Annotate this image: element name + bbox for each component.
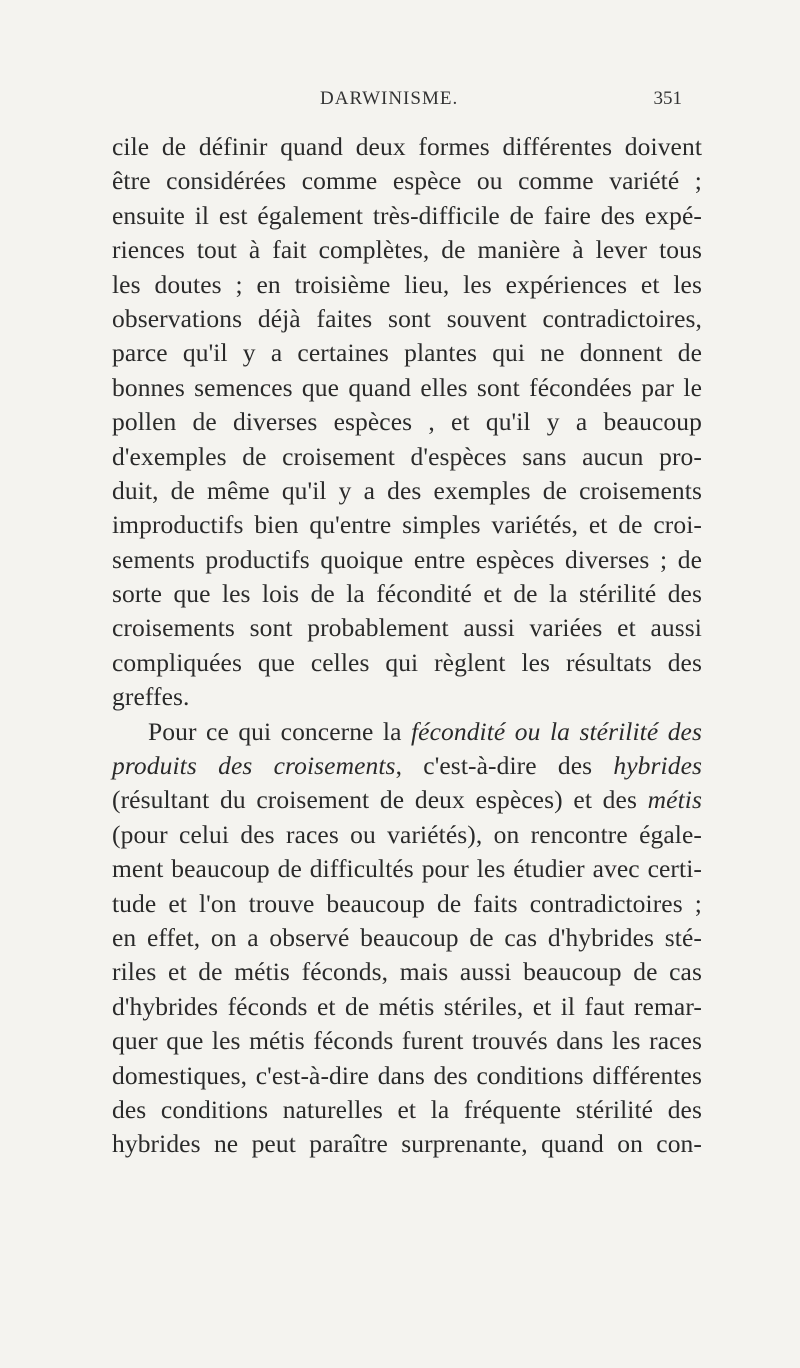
text-run: Pour ce qui concerne la (148, 716, 411, 746)
text-line: en effet, on a observé beaucoup de cas d'hybrides sté- (112, 922, 702, 952)
text-line: cile de définir quand deux formes différentes doivent (112, 132, 702, 161)
text-line: domestiques, c'est-à-dire dans des conditions différentes (112, 1060, 702, 1090)
text-line: croisements sont probablement aussi variées et aussi (112, 613, 702, 643)
text-line: greffes. (112, 682, 190, 712)
italic-phrase: hybrides (613, 751, 703, 781)
text-line: parce qu'il y a certaines plantes qui ne donnent de (112, 338, 702, 368)
text-line: sorte que les lois de la fécondité et de la stérilité des (112, 579, 702, 609)
text-line (112, 783, 702, 817)
italic-phrase: métis (647, 785, 702, 815)
text-line: improductifs bien qu'entre simples variétés, et de croi- (112, 510, 702, 540)
text-line: hybrides ne peut paraître surprenante, quand on con- (112, 1129, 702, 1159)
text-line: (pour celui des races ou variétés), on rencontre égale- (112, 819, 702, 849)
body-text (112, 130, 702, 1162)
text-line: ensuite il est également très-difficile de faire des expé- (112, 200, 702, 230)
text-line: des conditions naturelles et la fréquente stérilité des (112, 1094, 702, 1124)
text-line: quer que les métis féconds furent trouvés dans les races (112, 1026, 702, 1056)
text-line: tude et l'on trouve beaucoup de faits contradictoires ; (112, 888, 702, 918)
text-run: , c'est-à-dire des (395, 751, 614, 781)
page-number: 351 (653, 88, 682, 109)
text-line (112, 715, 702, 749)
italic-phrase: produits des croisements (112, 751, 396, 781)
text-line: être considérées comme espèce ou comme variété ; (112, 166, 702, 196)
running-title: DARWINISME. (320, 88, 459, 109)
text-line: riences tout à fait complètes, de manière à lever tous (112, 235, 702, 265)
text-line: compliquées que celles qui règlent les résultats des (112, 647, 702, 677)
text-line: ment beaucoup de difficultés pour les étudier avec certi- (112, 854, 702, 884)
text-line: d'exemples de croisement d'espèces sans aucun pro- (112, 441, 702, 471)
text-line: les doutes ; en troisième lieu, les expériences et les (112, 269, 702, 299)
italic-phrase: fécondité ou la stérilité des (410, 716, 702, 746)
running-head (0, 88, 800, 118)
text-line (112, 749, 702, 783)
paragraph-2 (112, 715, 702, 1162)
text-line: pollen de diverses espèces , et qu'il y a beaucoup (112, 407, 702, 437)
text-line: d'hybrides féconds et de métis stériles, et il faut remar- (112, 991, 702, 1021)
text-line: duit, de même qu'il y a des exemples de croisements (112, 475, 702, 505)
text-line: sements productifs quoique entre espèces diverses ; de (112, 544, 702, 574)
text-line: observations déjà faites sont souvent contradictoires, (112, 303, 702, 333)
text-line: riles et de métis féconds, mais aussi beaucoup de cas (112, 957, 702, 987)
text-run: (résultant du croisement de deux espèces) et des (112, 785, 648, 815)
paragraph-1 (112, 130, 702, 715)
text-line: bonnes semences que quand elles sont fécondées par le (112, 372, 702, 402)
